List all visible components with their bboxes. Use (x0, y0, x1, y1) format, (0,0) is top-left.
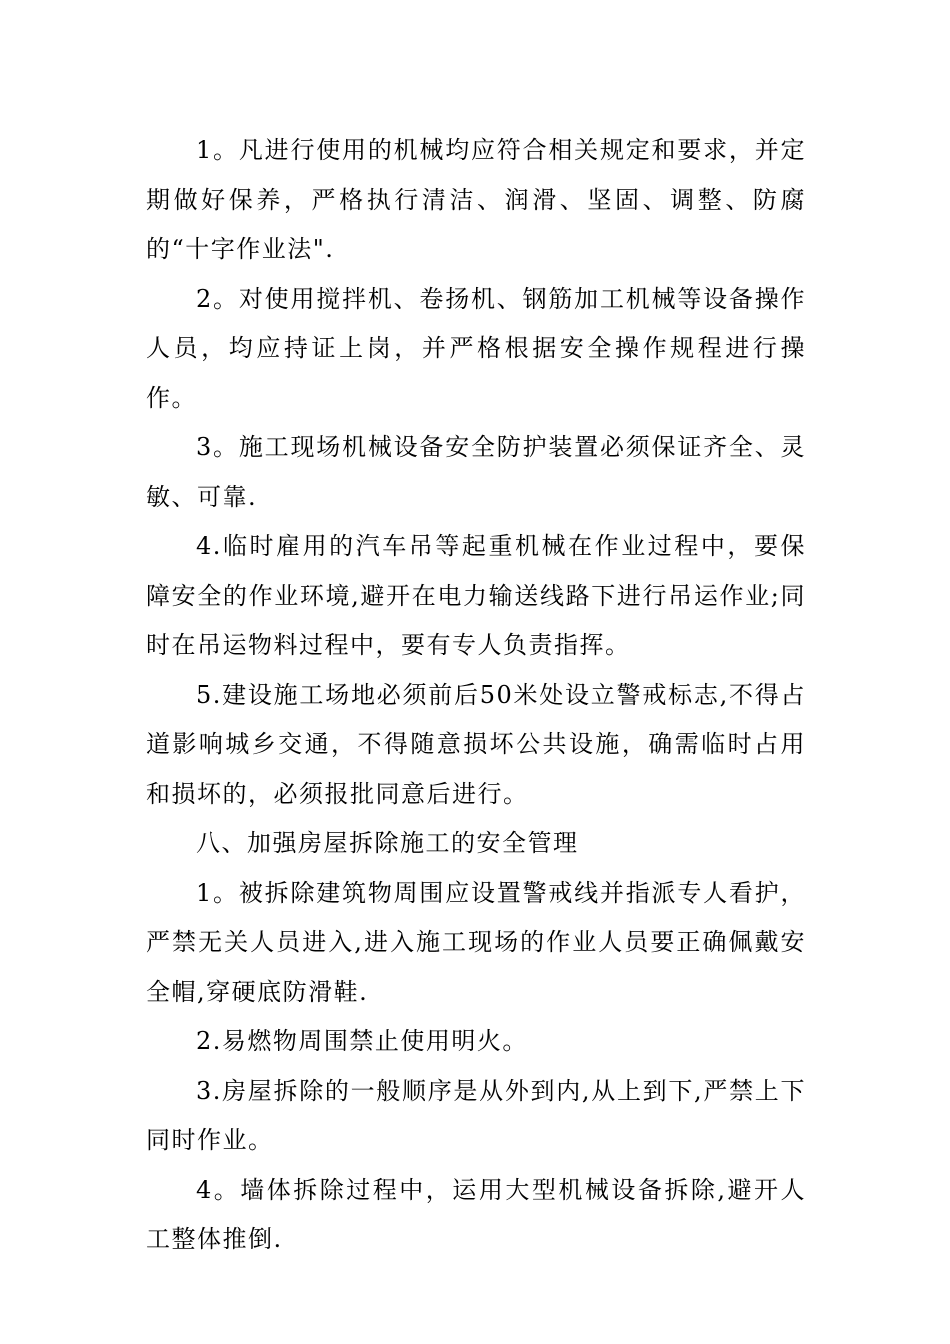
paragraph-crane-operation: 4.临时雇用的汽车吊等起重机械在作业过程中，要保障安全的作业环境,避开在电力输送线路下进行吊运作业;同时在吊运物料过程中，要有专人负责指挥。 (146, 532, 806, 659)
document-body (146, 126, 806, 1265)
paragraph-warning-signs: 5.建设施工场地必须前后50米处设立警戒标志,不得占道影响城乡交通，不得随意损坏公共设施，确需临时占用和损坏的，必须报批同意后进行。 (146, 680, 806, 808)
section-heading-demolition-safety: 八、加强房屋拆除施工的安全管理 (196, 829, 579, 857)
paragraph-operator-certification: 2。对使用搅拌机、卷扬机、钢筋加工机械等设备操作人员，均应持证上岗，并严格根据安全操作规程进行操作。 (146, 284, 806, 412)
paragraph-wall-demolition: 4。墙体拆除过程中，运用大型机械设备拆除,避开人工整体推倒. (146, 1175, 806, 1253)
paragraph-machinery-maintenance: 1。凡进行使用的机械均应符合相关规定和要求，并定期做好保养，严格执行清洁、润滑、坚固、调整、防腐的“十字作业法". (146, 136, 806, 263)
paragraph-warning-line: 1。被拆除建筑物周围应设置警戒线并指派专人看护，严禁无关人员进入,进入施工现场的作业人员要正确佩戴安全帽,穿硬底防滑鞋. (146, 878, 806, 1006)
paragraph-safety-devices: 3。施工现场机械设备安全防护装置必须保证齐全、灵敏、可靠. (146, 433, 806, 511)
paragraph-demolition-order: 3.房屋拆除的一般顺序是从外到内,从上到下,严禁上下同时作业。 (146, 1076, 806, 1154)
paragraph-no-open-flame: 2.易燃物周围禁止使用明火。 (196, 1027, 528, 1055)
